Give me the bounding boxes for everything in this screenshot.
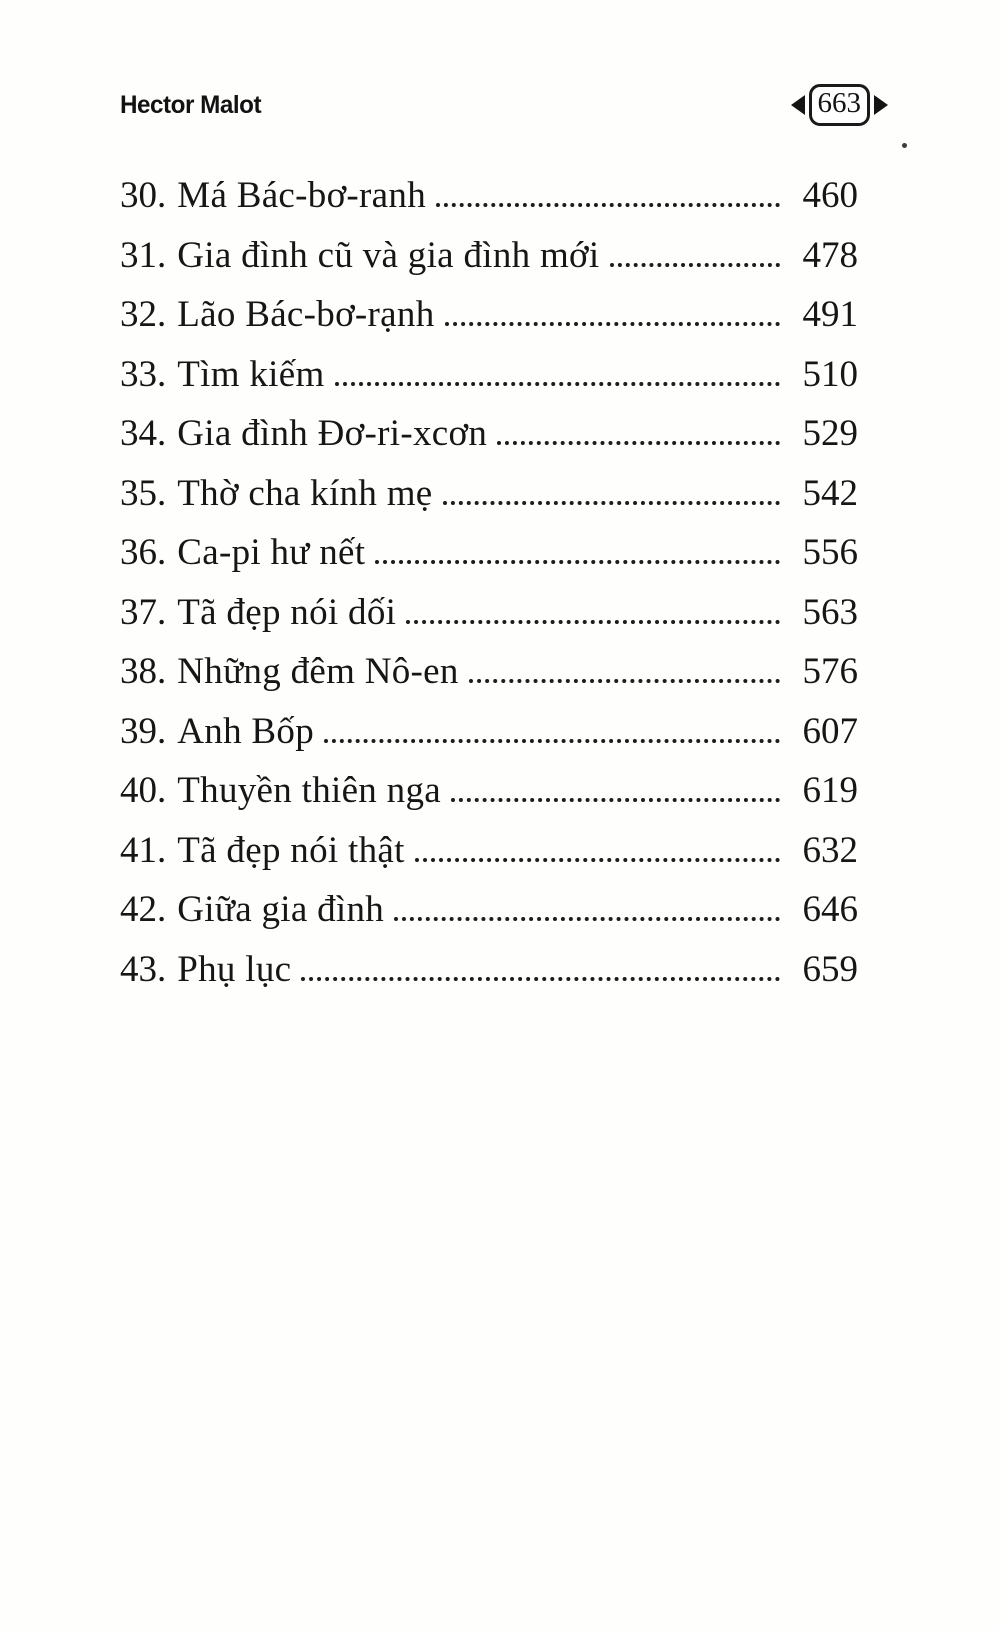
dot-leader <box>497 441 780 445</box>
dot-leader <box>394 917 780 921</box>
entry-page: 510 <box>802 353 858 395</box>
entry-title: Má Bác-bơ-ranh <box>177 175 426 216</box>
entry-number: 37. <box>120 591 167 633</box>
entry-page: 563 <box>802 591 858 633</box>
entry-title: Thờ cha kính mẹ <box>177 472 433 514</box>
toc-entry <box>120 770 858 811</box>
entry-page: 619 <box>802 770 858 811</box>
entry-title: Lão Bác-bơ-rạnh <box>177 294 435 335</box>
dot-leader <box>375 560 780 564</box>
page-indicator <box>791 84 889 126</box>
entry-page: 632 <box>802 829 858 871</box>
entry-title: Thuyền thiên nga <box>177 770 441 811</box>
page-header <box>120 84 888 126</box>
entry-number: 33. <box>120 353 167 395</box>
page-number-badge: 663 <box>809 84 871 126</box>
entry-title: Tã đẹp nói thật <box>177 829 405 871</box>
dot-leader <box>406 620 780 624</box>
entry-page: 576 <box>802 651 858 692</box>
entry-number: 34. <box>120 413 167 454</box>
dot-leader <box>436 203 780 207</box>
toc-list <box>120 175 858 990</box>
entry-number: 35. <box>120 472 167 514</box>
toc-entry <box>120 294 858 335</box>
dot-leader <box>335 382 780 386</box>
dot-leader <box>451 798 780 802</box>
toc-entry <box>120 413 858 454</box>
toc-entry <box>120 532 858 573</box>
dot-leader <box>415 858 780 862</box>
toc-entry <box>120 354 858 395</box>
entry-page: 529 <box>802 413 858 454</box>
right-arrow-icon <box>874 95 888 115</box>
entry-title: Giữa gia đình <box>177 889 385 930</box>
entry-page: 460 <box>802 175 858 216</box>
toc-entry <box>120 473 858 514</box>
entry-number: 43. <box>120 948 167 990</box>
entry-page: 607 <box>802 710 858 752</box>
entry-title: Ca-pi hư nết <box>177 532 366 573</box>
entry-title: Gia đình cũ và gia đình mới <box>177 234 600 276</box>
toc-entry <box>120 711 858 752</box>
book-page <box>0 84 1000 1630</box>
entry-page: 491 <box>802 294 858 335</box>
entry-number: 31. <box>120 234 167 276</box>
entry-title: Gia đình Đơ-ri-xcơn <box>177 413 488 454</box>
entry-page: 542 <box>802 472 858 514</box>
dot-leader <box>445 322 781 326</box>
dot-leader <box>610 263 780 267</box>
toc-entry <box>120 830 858 871</box>
entry-page: 556 <box>802 532 858 573</box>
entry-number: 41. <box>120 829 167 871</box>
dot-leader <box>324 739 780 743</box>
toc-entry <box>120 949 858 990</box>
toc-entry <box>120 175 858 216</box>
entry-number: 39. <box>120 710 167 752</box>
entry-title: Những đêm Nô-en <box>177 651 459 692</box>
dot-leader <box>301 977 780 981</box>
entry-number: 36. <box>120 532 167 573</box>
toc-entry <box>120 889 858 930</box>
toc-entry <box>120 651 858 692</box>
entry-page: 478 <box>802 234 858 276</box>
entry-title: Tìm kiếm <box>177 353 325 395</box>
toc-entry <box>120 592 858 633</box>
dot-leader <box>469 679 780 683</box>
entry-number: 42. <box>120 889 167 930</box>
entry-number: 30. <box>120 175 167 216</box>
entry-title: Tã đẹp nói dối <box>177 591 397 633</box>
toc-entry <box>120 235 858 276</box>
entry-title: Anh Bốp <box>177 710 314 752</box>
left-arrow-icon <box>791 95 805 115</box>
entry-number: 38. <box>120 651 167 692</box>
entry-page: 659 <box>802 948 858 990</box>
dot-leader <box>443 501 781 505</box>
entry-title: Phụ lục <box>177 948 292 990</box>
entry-page: 646 <box>802 889 858 930</box>
scan-speck <box>902 143 907 148</box>
entry-number: 32. <box>120 294 167 335</box>
author-name: Hector Malot <box>120 90 262 119</box>
entry-number: 40. <box>120 770 167 811</box>
